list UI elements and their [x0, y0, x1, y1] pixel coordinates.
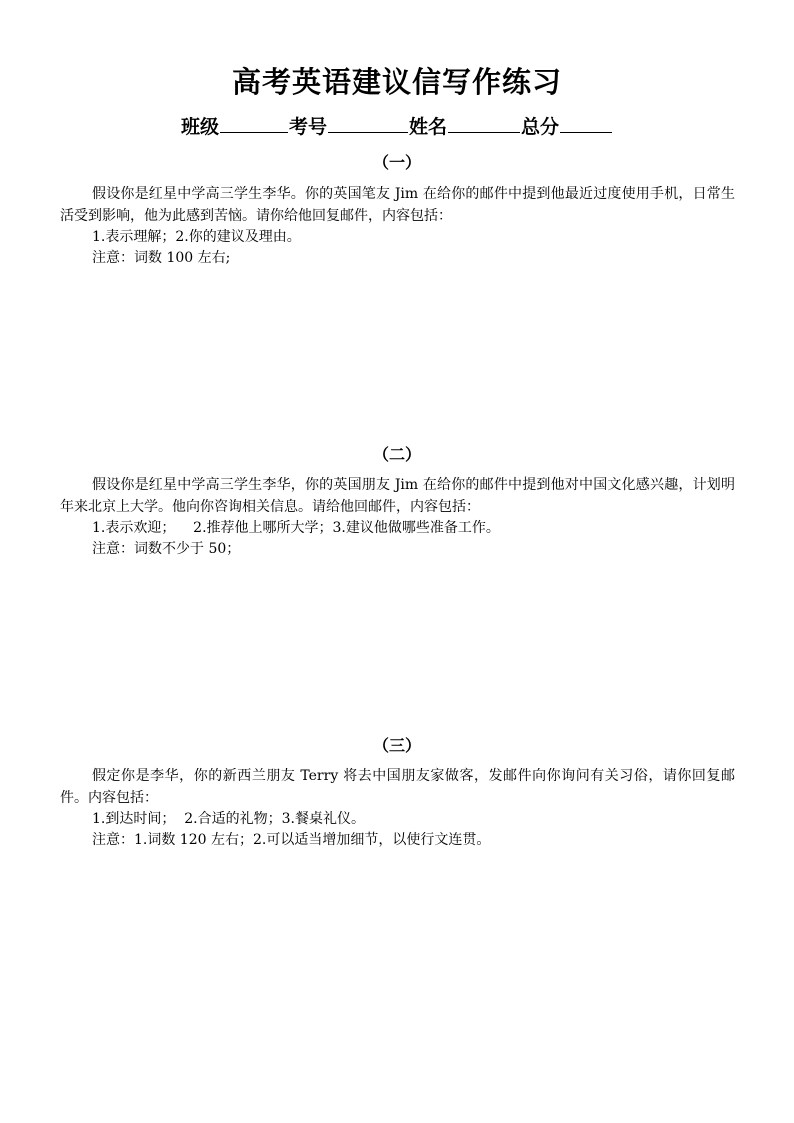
section-3-heading: （三）	[372, 736, 421, 755]
exam-number-blank[interactable]	[328, 112, 408, 133]
class-label: 班级	[180, 116, 219, 138]
document-title: 高考英语建议信写作练习	[231, 65, 562, 99]
section-3-content-points: 1.到达时间； 2.合适的礼物；3.餐桌礼仪。	[92, 811, 365, 827]
name-label: 姓名	[409, 116, 448, 138]
total-score-label: 总分	[521, 116, 560, 138]
name-blank[interactable]	[448, 112, 520, 133]
exam-number-label: 考号	[288, 116, 327, 138]
section-3-note: 注意：1.词数 120 左右；2.可以适当增加细节，以使行文连贯。	[92, 832, 491, 848]
section-1-note: 注意：词数 100 左右;	[92, 250, 231, 266]
section-2-content-points: 1.表示欢迎； 2.推荐他上哪所大学；3.建议他做哪些准备工作。	[92, 520, 500, 536]
section-2-note: 注意：词数不少于 50；	[92, 541, 241, 557]
section-2-heading: （二）	[372, 445, 421, 464]
total-score-blank[interactable]	[560, 112, 612, 133]
student-info-line	[0, 112, 794, 140]
section-2-prompt: 假设你是红星中学高三学生李华，你的英国朋友 Jim 在给你的邮件中提到他对中国文化感兴趣，计划明年来北京上大学。他向你咨询相关信息。请给他回邮件，内容包括：	[60, 477, 735, 515]
section-3-prompt: 假定你是李华，你的新西兰朋友 Terry 将去中国朋友家做客，发邮件向你询问有关习俗，请你回复邮件。内容包括：	[60, 768, 735, 806]
class-blank[interactable]	[220, 112, 288, 133]
section-1-prompt: 假设你是红星中学高三学生李华。你的英国笔友 Jim 在给你的邮件中提到他最近过度使用手机，日常生活受到影响，他为此感到苦恼。请你给他回复邮件，内容包括：	[60, 186, 735, 224]
section-1-heading: （一）	[372, 153, 421, 172]
section-1-content-points: 1.表示理解；2.你的建议及理由。	[92, 229, 301, 245]
